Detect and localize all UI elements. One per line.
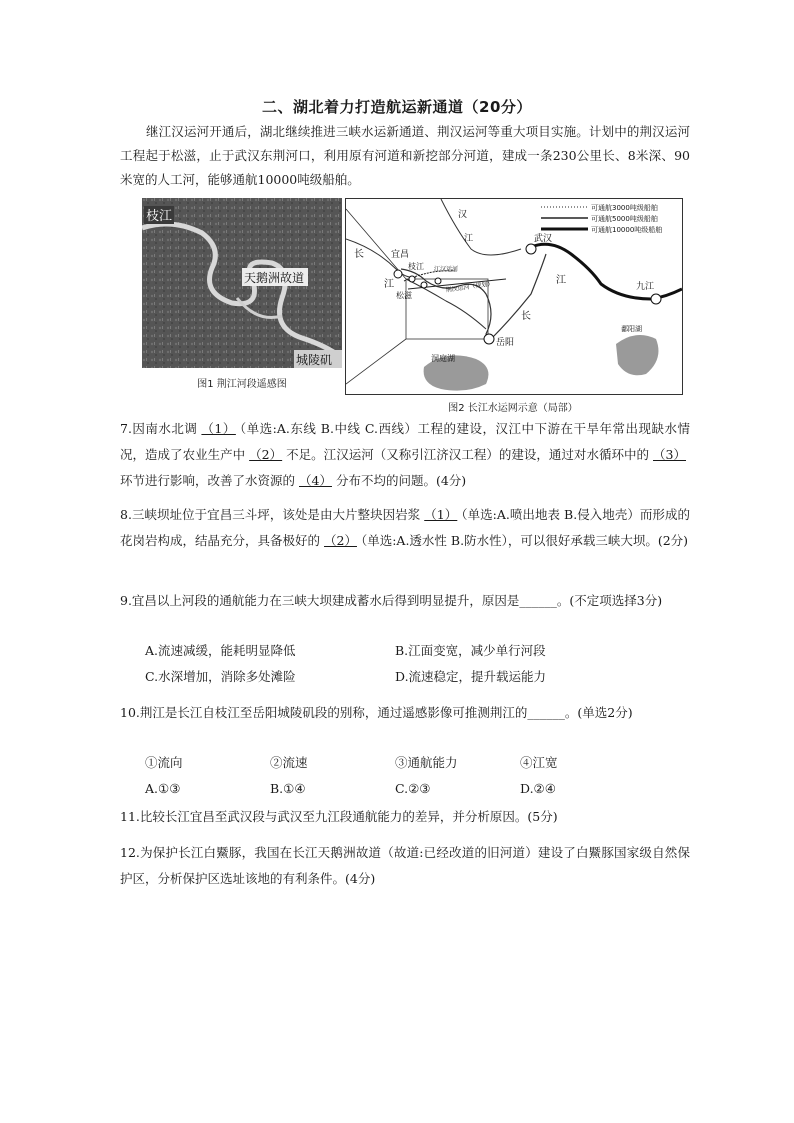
q10-option-b[interactable]: B.①④ [270,781,306,796]
question-12: 12.为保护长江白鱀豚，我国在长江天鹅洲故道（故道:已经改道的旧河道）建设了白鱀豚国家级自然保护区，分析保护区选址该地的有利条件。(4分) [120,845,690,886]
question-11: 11.比较长江宜昌至武汉段与武汉至九江段通航能力的差异，并分析原因。(5分) [120,809,558,824]
label-jiang-right: 江 [556,275,566,286]
question-10: 10.荆江是长江自枝江至岳阳城陵矶段的别称，通过遥感影像可推测荆江的______。(单选2分) [120,705,633,720]
figure-2-waterway-map [345,198,683,395]
label-zhijiang: 枝江 [146,209,173,224]
legend-5000: 可通航5000吨级船舶 [591,215,658,223]
q9-option-c[interactable]: C.水深增加，消除多处滩险 [145,669,296,684]
label-yichang: 宜昌 [391,250,410,260]
waterway-map [346,199,682,394]
label-jinghan-canal: 荆汉运河（规划） [445,280,494,294]
legend-3000: 可通航3000吨级船舶 [591,204,658,212]
q9-option-b[interactable]: B.江面变宽，减少单行河段 [395,643,546,658]
q10-option-a[interactable]: A.①③ [145,781,181,796]
label-yueyang: 岳阳 [496,338,515,348]
figure-1-remote-sensing-image [142,198,342,368]
q10-option-d[interactable]: D.②④ [520,781,556,796]
remote-sensing-image [142,198,342,368]
q10-item-3: ③通航能力 [395,755,458,770]
label-tianezhou: 天鹅洲故道 [244,271,305,285]
label-jianghan-canal: 江汉运河 [434,266,459,273]
label-dongting: 洞庭湖 [431,354,455,363]
q10-options [145,750,685,802]
q7-blank-3[interactable]: （3） [653,447,686,462]
q10-item-1: ①流向 [145,755,183,770]
label-han: 汉 [458,210,468,220]
figure-1-caption: 图1 荆江河段遥感图 [197,379,287,390]
q8-blank-2[interactable]: （2） [324,533,357,548]
label-jiang-han: 江 [464,234,474,244]
section-title: 二、湖北着力打造航运新通道（20分） [262,98,532,116]
question-7: 7.因南水北调 （1） （单选:A.东线 B.中线 C.西线）工程的建设，汉江中下游在干旱年常出现缺水情况，造成了农业生产中 （2） 不足。江汉运河（又称引江济汉工程）的建设，通过对水循环中的 （3）环节进行影响，改善了水资源的 （4） 分布不均的问题。(4分) [120,421,690,488]
legend-10000: 可通航10000吨级船舶 [591,226,663,234]
q9-option-a[interactable]: A.流速减缓，能耗明显降低 [145,643,296,658]
q7-blank-1[interactable]: （1） [201,421,236,436]
intro-paragraph: 继江汉运河开通后，湖北继续推进三峡水运新通道、荆汉运河等重大项目实施。计划中的荆汉运河工程起于松滋，止于武汉东荆河口，利用原有河道和新挖部分河道，建成一条230公里长、8米深、90米宽的人工河，能够通航10000吨级船舶。 [120,124,690,187]
q10-option-c[interactable]: C.②③ [395,781,431,796]
q9-options [145,638,685,690]
question-8: 8.三峡坝址位于宜昌三斗坪，该处是由大片整块因岩浆 （1） （单选:A.喷出地表 B.侵入地壳）而形成的花岗岩构成，结晶充分，具备极好的 （2） （单选:A.透水性 B.防水性），可以很好承载三峡大坝。(2分) [120,507,690,548]
label-wuhan: 武汉 [534,234,553,244]
q10-item-4: ④江宽 [520,755,558,770]
label-jiujiang: 九江 [636,282,655,292]
figure-2-caption: 图2 长江水运网示意（局部） [448,403,578,414]
label-poyang: 鄱阳湖 [621,325,642,333]
label-chang-left: 长 [354,249,364,260]
q7-blank-2[interactable]: （2） [249,447,283,462]
label-chenglingji: 城陵矶 [296,353,333,367]
map-legend [541,203,662,234]
label-songzi: 松滋 [396,291,412,300]
q10-item-2: ②流速 [270,755,308,770]
q9-option-d[interactable]: D.流速稳定，提升载运能力 [395,669,547,684]
q7-blank-4[interactable]: （4） [299,473,332,488]
question-9: 9.宜昌以上河段的通航能力在三峡大坝建成蓄水后得到明显提升，原因是______。(不定项选择3分) [120,593,663,608]
label-zhijiang: 枝江 [408,262,424,271]
poyang-lake-shape [616,335,658,375]
label-chang-mid: 长 [521,311,531,322]
q8-blank-1[interactable]: （1） [424,507,458,522]
label-jiang-left: 江 [384,279,394,290]
